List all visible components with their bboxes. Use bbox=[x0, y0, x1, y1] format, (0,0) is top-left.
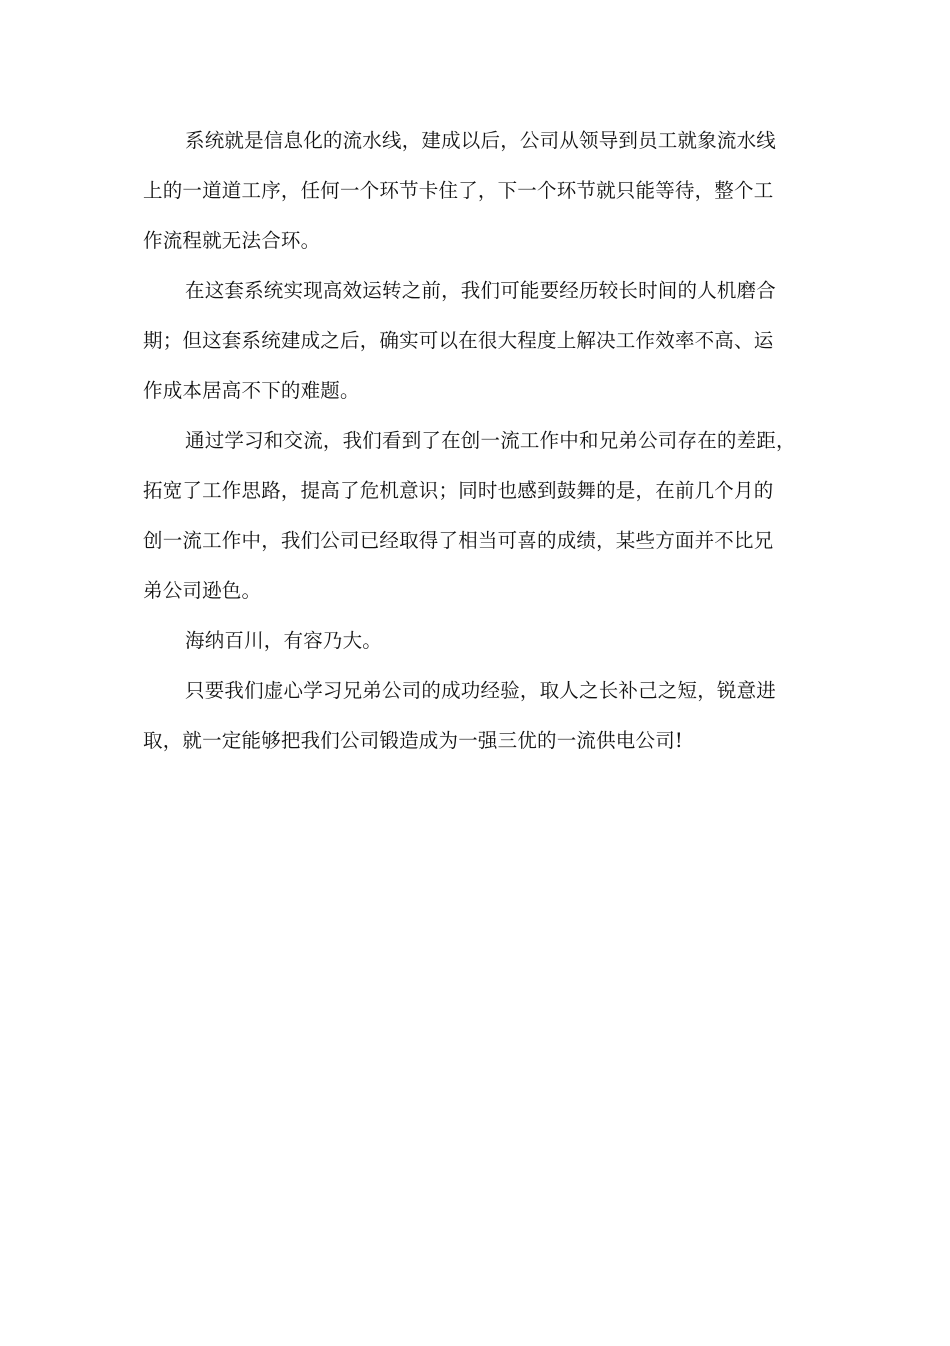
paragraph-line: 系统就是信息化的流水线，建成以后，公司从领导到员工就象流水线 bbox=[185, 129, 777, 152]
paragraph-line: 只要我们虚心学习兄弟公司的成功经验，取人之长补己之短，锐意进 bbox=[185, 679, 777, 702]
paragraph-4 bbox=[143, 616, 763, 666]
paragraph-line: 作流程就无法合环。 bbox=[143, 229, 321, 252]
paragraph-5 bbox=[143, 666, 777, 766]
paragraph-3 bbox=[143, 416, 796, 616]
paragraph-line: 在这套系统实现高效运转之前，我们可能要经历较长时间的人机磨合 bbox=[185, 279, 777, 302]
paragraph-line: 弟公司逊色。 bbox=[143, 579, 262, 602]
paragraph-2 bbox=[143, 266, 777, 416]
document-body bbox=[143, 116, 796, 766]
paragraph-line: 期；但这套系统建成之后，确实可以在很大程度上解决工作效率不高、运 bbox=[143, 329, 774, 352]
paragraph-line: 拓宽了工作思路，提高了危机意识；同时也感到鼓舞的是，在前几个月的 bbox=[143, 479, 774, 502]
paragraph-line: 海纳百川，有容乃大。 bbox=[185, 629, 383, 652]
paragraph-line: 作成本居高不下的难题。 bbox=[143, 379, 360, 402]
paragraph-line: 创一流工作中，我们公司已经取得了相当可喜的成绩，某些方面并不比兄 bbox=[143, 529, 774, 552]
paragraph-line: 上的一道道工序，任何一个环节卡住了，下一个环节就只能等待，整个工 bbox=[143, 179, 774, 202]
paragraph-1 bbox=[143, 116, 777, 266]
paragraph-line: 取，就一定能够把我们公司锻造成为一强三优的一流供电公司! bbox=[143, 729, 683, 752]
paragraph-line: 通过学习和交流，我们看到了在创一流工作中和兄弟公司存在的差距， bbox=[185, 429, 796, 452]
